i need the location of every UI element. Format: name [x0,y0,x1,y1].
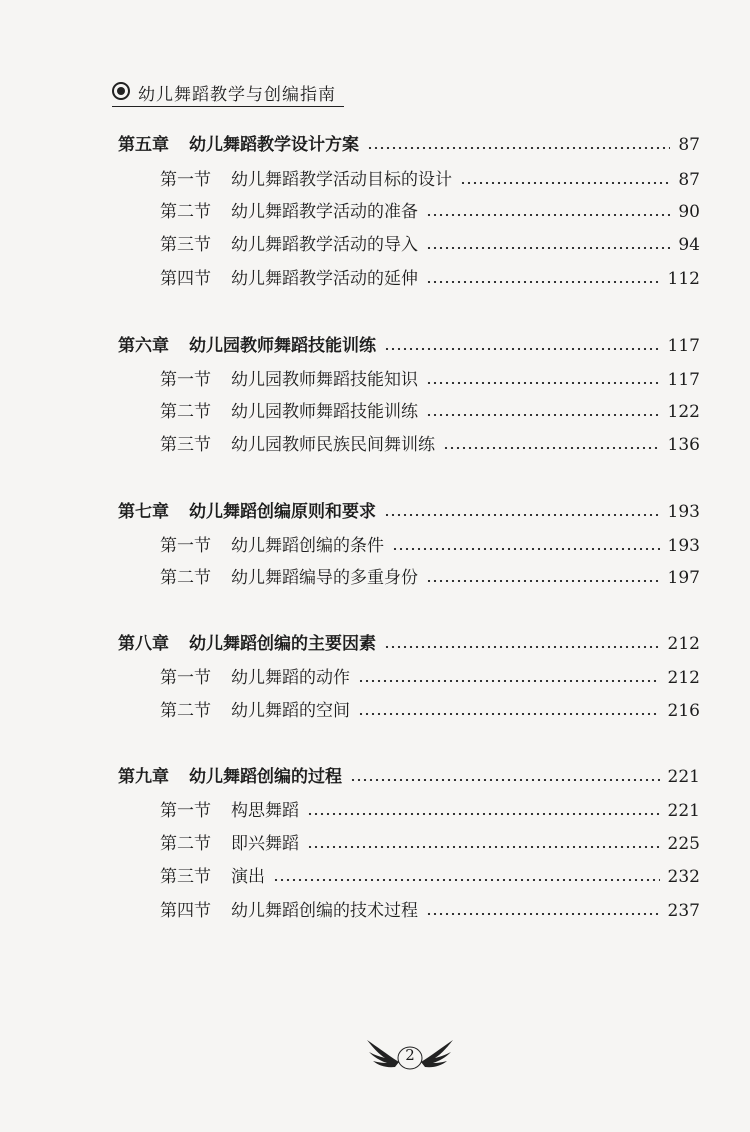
page-reference: 221 [667,801,700,821]
toc-chapter-entry [118,763,700,791]
dot-leader [384,348,660,350]
page-reference: 87 [678,135,700,155]
page-reference: 212 [667,634,700,654]
page-reference: 197 [667,568,700,588]
toc-section-entry [160,431,700,459]
dot-leader [307,813,660,815]
section-title: 幼儿园教师舞蹈技能知识 [231,370,418,390]
toc-chapter-entry [118,498,700,526]
section-number: 第四节 [160,269,211,289]
toc-section-entry [160,265,700,293]
chapter-title: 幼儿舞蹈创编的主要因素 [189,634,376,654]
dot-leader [384,646,660,648]
section-title: 幼儿舞蹈教学活动目标的设计 [231,170,452,190]
chapter-number: 第七章 [118,502,169,522]
toc-section-entry [160,664,700,692]
section-number: 第四节 [160,901,211,921]
page-reference: 117 [667,336,700,356]
section-number: 第二节 [160,834,211,854]
chapter-title: 幼儿舞蹈创编的过程 [189,767,342,787]
dot-leader [426,382,660,384]
page-number: 2 [405,1046,415,1064]
section-title: 幼儿舞蹈教学活动的延伸 [231,269,418,289]
toc-chapter-entry [118,131,700,159]
dot-leader [426,580,660,582]
dot-leader [460,182,670,184]
dot-leader [384,514,660,516]
chapter-number: 第五章 [118,135,169,155]
dot-leader [426,247,670,249]
dot-leader [307,846,660,848]
page-reference: 90 [678,202,700,222]
page-reference: 225 [667,834,700,854]
dot-leader [443,447,660,449]
page-reference: 112 [667,269,700,289]
dot-leader [426,414,660,416]
book-title: 幼儿舞蹈教学与创编指南 [138,85,336,105]
section-title: 幼儿舞蹈编导的多重身份 [231,568,418,588]
section-number: 第二节 [160,568,211,588]
chapter-title: 幼儿舞蹈教学设计方案 [189,135,359,155]
section-title: 即兴舞蹈 [231,834,299,854]
dot-leader [426,214,670,216]
page-reference: 136 [667,435,700,455]
section-number: 第一节 [160,370,211,390]
dot-leader [350,779,660,781]
page-footer [365,1036,455,1076]
section-number: 第三节 [160,867,211,887]
section-title: 幼儿园教师舞蹈技能训练 [231,402,418,422]
dot-leader [273,879,660,881]
toc-section-entry [160,532,700,560]
toc-section-entry [160,166,700,194]
page-reference: 193 [667,502,700,522]
page-reference: 237 [667,901,700,921]
section-title: 幼儿舞蹈创编的技术过程 [231,901,418,921]
section-number: 第二节 [160,701,211,721]
dot-leader [392,548,660,550]
section-number: 第二节 [160,202,211,222]
section-title: 幼儿园教师民族民间舞训练 [231,435,435,455]
section-number: 第一节 [160,668,211,688]
page-reference: 87 [678,170,700,190]
section-title: 幼儿舞蹈教学活动的准备 [231,202,418,222]
toc-section-entry [160,198,700,226]
dot-leader [358,680,660,682]
section-number: 第三节 [160,435,211,455]
section-title: 幼儿舞蹈的空间 [231,701,350,721]
section-title: 幼儿舞蹈教学活动的导入 [231,235,418,255]
chapter-number: 第八章 [118,634,169,654]
section-number: 第一节 [160,170,211,190]
page-reference: 212 [667,668,700,688]
page-reference: 221 [667,767,700,787]
section-title: 幼儿舞蹈的动作 [231,668,350,688]
toc-section-entry [160,863,700,891]
chapter-number: 第六章 [118,336,169,356]
section-title: 演出 [231,867,265,887]
toc-chapter-entry [118,630,700,658]
section-title: 构思舞蹈 [231,801,299,821]
toc-section-entry [160,366,700,394]
toc-section-entry [160,897,700,925]
chapter-title: 幼儿舞蹈创编原则和要求 [189,502,376,522]
chapter-number: 第九章 [118,767,169,787]
section-number: 第一节 [160,536,211,556]
page-reference: 94 [678,235,700,255]
chapter-title: 幼儿园教师舞蹈技能训练 [189,336,376,356]
toc-section-entry [160,697,700,725]
page-reference: 193 [667,536,700,556]
page-reference: 117 [667,370,700,390]
page-reference: 122 [667,402,700,422]
page-reference: 216 [667,701,700,721]
toc-section-entry [160,398,700,426]
circle-bullet-icon [112,82,130,100]
section-title: 幼儿舞蹈创编的条件 [231,536,384,556]
section-number: 第一节 [160,801,211,821]
running-header [112,78,344,107]
dot-leader [358,713,660,715]
page-reference: 232 [667,867,700,887]
toc-chapter-entry [118,332,700,360]
dot-leader [426,281,660,283]
toc-section-entry [160,797,700,825]
section-number: 第三节 [160,235,211,255]
toc-section-entry [160,830,700,858]
dot-leader [367,147,670,149]
dot-leader [426,913,660,915]
toc-section-entry [160,564,700,592]
toc-section-entry [160,231,700,259]
section-number: 第二节 [160,402,211,422]
